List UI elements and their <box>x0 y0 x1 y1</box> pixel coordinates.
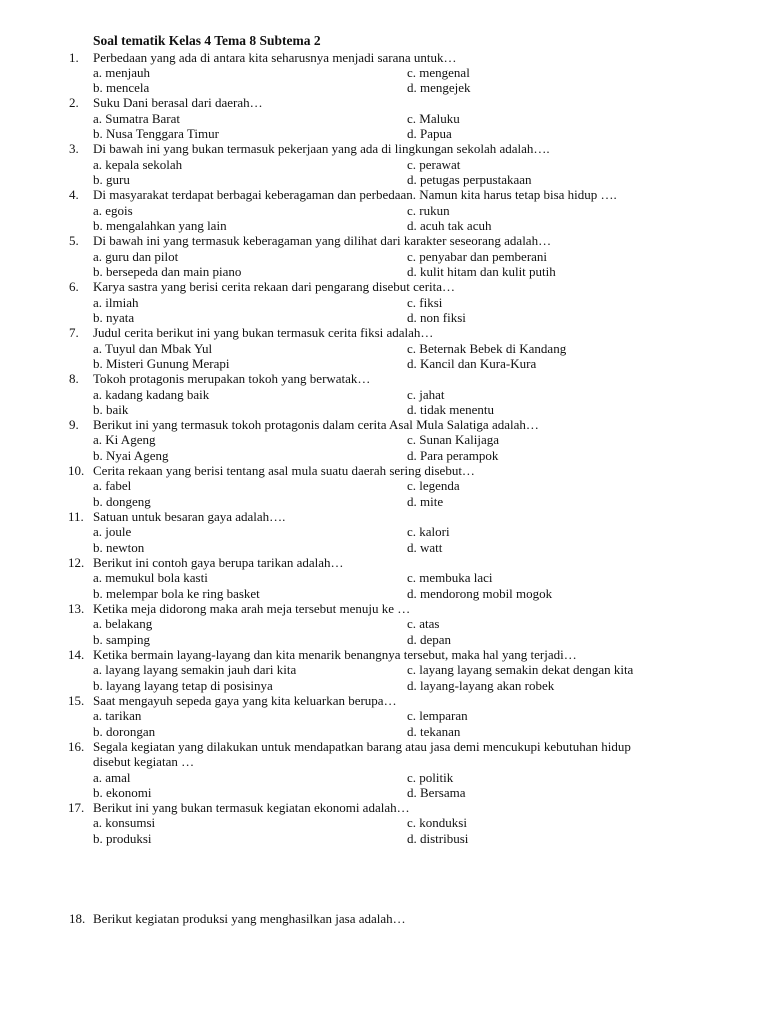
option-c: c. perawat <box>407 156 461 172</box>
question-number: 16. <box>68 738 85 754</box>
question-number: 12. <box>68 554 85 570</box>
option-c: c. fiksi <box>407 294 443 310</box>
question-number: 3. <box>69 141 79 157</box>
option-a: a. memukul bola kasti <box>93 570 208 586</box>
option-c: c. konduksi <box>407 815 467 831</box>
option-c: c. penyabar dan pemberani <box>407 248 548 264</box>
option-c: c. mengenal <box>407 64 470 80</box>
option-d: d. mendorong mobil mogok <box>407 585 553 601</box>
option-b: b. dorongan <box>93 723 156 739</box>
question-item <box>0 141 768 187</box>
option-b: b. newton <box>93 539 145 555</box>
option-c: c. politik <box>407 769 454 785</box>
option-d: d. non fiksi <box>407 310 466 326</box>
option-c: c. atas <box>407 616 440 632</box>
question-text: Berikut ini contoh gaya berupa tarikan adalah… <box>93 554 344 570</box>
option-a: a. Sumatra Barat <box>93 110 180 126</box>
option-d: d. Para perampok <box>407 447 499 463</box>
option-d: d. tidak menentu <box>407 401 495 417</box>
option-b: b. Misteri Gunung Merapi <box>93 355 230 371</box>
question-item <box>0 800 768 846</box>
question-number: 14. <box>68 646 85 662</box>
question-item <box>0 371 768 417</box>
option-c: c. legenda <box>407 478 460 494</box>
page-title: Soal tematik Kelas 4 Tema 8 Subtema 2 <box>93 33 321 48</box>
question-item <box>0 601 768 647</box>
question-item <box>0 463 768 509</box>
question-number: 17. <box>68 800 85 816</box>
question-item <box>0 325 768 371</box>
question-number: 1. <box>69 49 79 65</box>
option-a: a. belakang <box>93 616 153 632</box>
question-text: Berikut kegiatan produksi yang menghasilkan jasa adalah… <box>93 911 406 926</box>
question-text: Saat mengayuh sepeda gaya yang kita keluarkan berupa… <box>93 692 397 708</box>
question-text: Di masyarakat terdapat berbagai keberagaman dan perbedaan. Namun kita harus tetap bisa hidup …. <box>93 187 617 203</box>
option-b: b. mengalahkan yang lain <box>93 218 227 234</box>
question-text: Di bawah ini yang bukan termasuk pekerjaan yang ada di lingkungan sekolah adalah…. <box>93 141 550 157</box>
option-b: b. Nusa Tenggara Timur <box>93 126 219 142</box>
question-text: Perbedaan yang ada di antara kita seharusnya menjadi sarana untuk… <box>93 49 457 65</box>
option-b: b. guru <box>93 172 130 188</box>
option-d: d. kulit hitam dan kulit putih <box>407 264 556 280</box>
question-item <box>0 647 768 693</box>
question-item <box>0 50 768 96</box>
question-number: 13. <box>68 600 85 616</box>
question-item <box>0 509 768 555</box>
option-a: a. Ki Ageng <box>93 432 156 448</box>
question-item <box>0 95 768 141</box>
option-b: b. melempar bola ke ring basket <box>93 585 260 601</box>
question-item <box>0 417 768 463</box>
question-number: 8. <box>69 371 79 387</box>
question-text: Karya sastra yang berisi cerita rekaan dari pengarang disebut cerita… <box>93 279 456 295</box>
option-b: b. bersepeda dan main piano <box>93 264 242 280</box>
option-b: b. mencela <box>93 80 150 96</box>
question-item <box>0 187 768 233</box>
option-a: a. guru dan pilot <box>93 248 179 264</box>
option-b: b. baik <box>93 401 129 417</box>
option-b: b. ekonomi <box>93 784 152 800</box>
question-number: 7. <box>69 325 79 341</box>
option-a: a. tarikan <box>93 708 142 724</box>
option-d: d. petugas perpustakaan <box>407 172 532 188</box>
option-d: d. Bersama <box>407 784 466 800</box>
question-text: Ketika bermain layang-layang dan kita menarik benangnya tersebut, maka hal yang terjadi… <box>93 646 577 662</box>
option-a: a. kepala sekolah <box>93 156 183 172</box>
option-d: d. layang-layang akan robek <box>407 677 555 693</box>
question-item <box>0 279 768 325</box>
option-a: a. konsumsi <box>93 815 156 831</box>
question-number: 11. <box>68 509 84 524</box>
option-a: a. fabel <box>93 478 132 494</box>
question-number: 5. <box>69 233 79 249</box>
question-number: 15. <box>68 692 85 708</box>
question-item <box>0 911 768 926</box>
question-item <box>0 693 768 739</box>
option-d: d. mite <box>407 493 444 509</box>
option-c: c. lemparan <box>407 708 468 724</box>
question-text: Ketika meja didorong maka arah meja tersebut menuju ke … <box>93 600 411 616</box>
option-a: a. egois <box>93 202 133 218</box>
question-number: 10. <box>68 463 85 479</box>
option-a: a. joule <box>93 524 132 540</box>
option-c: c. Sunan Kalijaga <box>407 432 500 448</box>
question-item <box>0 739 768 801</box>
option-a: a. layang layang semakin jauh dari kita <box>93 662 297 678</box>
option-d: d. distribusi <box>407 830 469 846</box>
option-a: a. kadang kadang baik <box>93 386 210 402</box>
option-b: b. dongeng <box>93 493 151 509</box>
question-number: 9. <box>69 417 79 433</box>
question-number: 18. <box>69 911 86 926</box>
option-c: c. Maluku <box>407 110 460 126</box>
question-text: Berikut ini yang bukan termasuk kegiatan ekonomi adalah… <box>93 800 410 816</box>
option-d: d. Papua <box>407 126 452 142</box>
option-b: b. nyata <box>93 310 135 326</box>
option-d: d. mengejek <box>407 80 471 96</box>
option-b: b. samping <box>93 631 151 647</box>
question-item <box>0 555 768 601</box>
question-number: 6. <box>69 279 79 295</box>
question-text: Suku Dani berasal dari daerah… <box>93 95 263 111</box>
question-item <box>0 233 768 279</box>
question-text: Satuan untuk besaran gaya adalah…. <box>93 509 286 524</box>
option-a: a. Tuyul dan Mbak Yul <box>93 340 213 356</box>
question-text: Segala kegiatan yang dilakukan untuk mendapatkan barang atau jasa demi mencukupi kebutuhan hidup disebut kegiatan … <box>93 738 631 770</box>
option-d: d. watt <box>407 539 443 555</box>
option-d: d. tekanan <box>407 723 461 739</box>
option-b: b. produksi <box>93 830 152 846</box>
question-text: Berikut ini yang termasuk tokoh protagonis dalam cerita Asal Mula Salatiga adalah… <box>93 417 539 433</box>
option-c: c. kalori <box>407 524 450 540</box>
option-d: d. acuh tak acuh <box>407 218 492 234</box>
option-b: b. Nyai Ageng <box>93 447 169 463</box>
option-c: c. membuka laci <box>407 570 493 586</box>
option-a: a. amal <box>93 769 131 785</box>
question-text: Cerita rekaan yang berisi tentang asal mula suatu daerah sering disebut… <box>93 463 475 479</box>
option-d: d. depan <box>407 631 452 647</box>
question-number: 2. <box>69 95 79 111</box>
option-a: a. ilmiah <box>93 294 139 310</box>
option-a: a. menjauh <box>93 64 151 80</box>
option-c: c. Beternak Bebek di Kandang <box>407 340 567 356</box>
question-number: 4. <box>69 187 79 203</box>
option-d: d. Kancil dan Kura-Kura <box>407 355 537 371</box>
option-b: b. layang layang tetap di posisinya <box>93 677 273 693</box>
question-text: Judul cerita berikut ini yang bukan termasuk cerita fiksi adalah… <box>93 325 434 341</box>
option-c: c. layang layang semakin dekat dengan kita <box>407 662 634 678</box>
option-c: c. rukun <box>407 202 450 218</box>
option-c: c. jahat <box>407 386 445 402</box>
question-text: Tokoh protagonis merupakan tokoh yang berwatak… <box>93 371 371 387</box>
question-text: Di bawah ini yang termasuk keberagaman yang dilihat dari karakter seseorang adalah… <box>93 233 552 249</box>
